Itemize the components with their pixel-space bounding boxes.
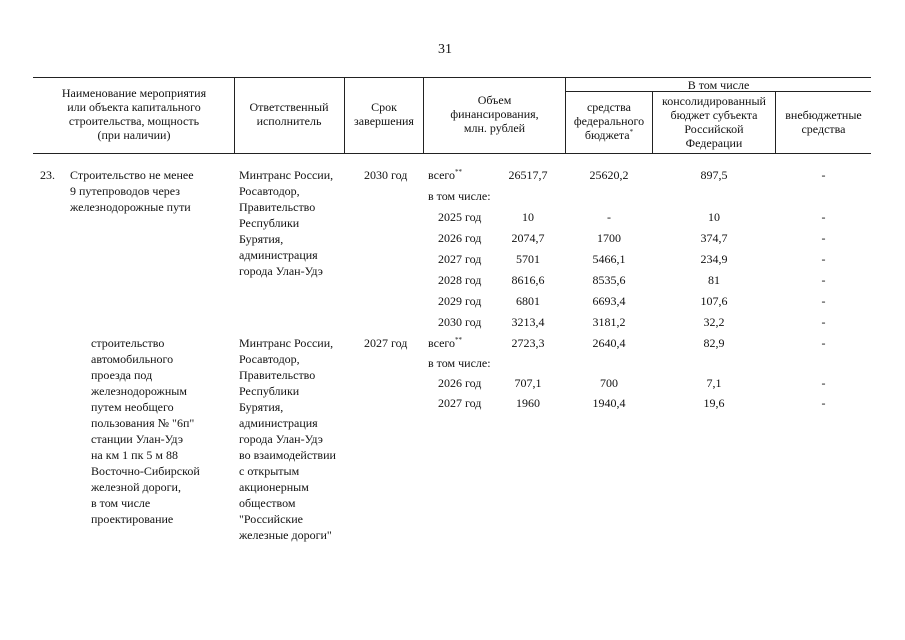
col-divider — [234, 77, 235, 154]
header-executor: Ответственный исполнитель — [249, 100, 329, 128]
header-regional: консолидированный бюджет субъекта Российской Федерации — [662, 94, 766, 150]
item1-executor: Минтранс России, Росавтодор, Правительство Республики Бурятия, администрация города Улан-Удэ — [239, 168, 334, 278]
item2-term: 2027 год — [364, 336, 408, 350]
header-including: В том числе — [687, 78, 750, 92]
col-divider — [423, 77, 424, 154]
header-volume: Объем финансирования, млн. рублей — [450, 93, 539, 135]
header-federal: средства федерального бюджета* — [573, 100, 645, 142]
header-term: Срок завершения — [354, 100, 414, 128]
header-bottom-border — [33, 153, 871, 154]
item2-executor: Минтранс России, Росавтодор, Правительство Республики Бурятия, администрация города Улан-Удэ во взаимодействии с открытым акционерным обществом "Российские железные дороги" — [239, 336, 336, 542]
header-extra: внебюджетные средства — [785, 108, 862, 136]
item1-row-including: в том числе: — [428, 189, 491, 203]
page-number: 31 — [438, 42, 452, 57]
item1-term: 2030 год — [364, 168, 408, 182]
header-name: Наименование мероприятия или объекта капитального строительства, мощность (при наличии) — [61, 86, 207, 142]
item-number: 23. — [40, 168, 55, 182]
item2-name: строительство автомобильного проезда под железнодорожным путем необщего пользования № "6п" станции Улан-Удэ на км 1 пк 5 м 88 Восточно-Сибирской железной дороги, в том числе проектирование — [91, 336, 200, 526]
item2-row-including: в том числе: — [428, 356, 491, 370]
item1-name: Строительство не менее 9 путепроводов через железнодорожные пути — [70, 168, 194, 214]
